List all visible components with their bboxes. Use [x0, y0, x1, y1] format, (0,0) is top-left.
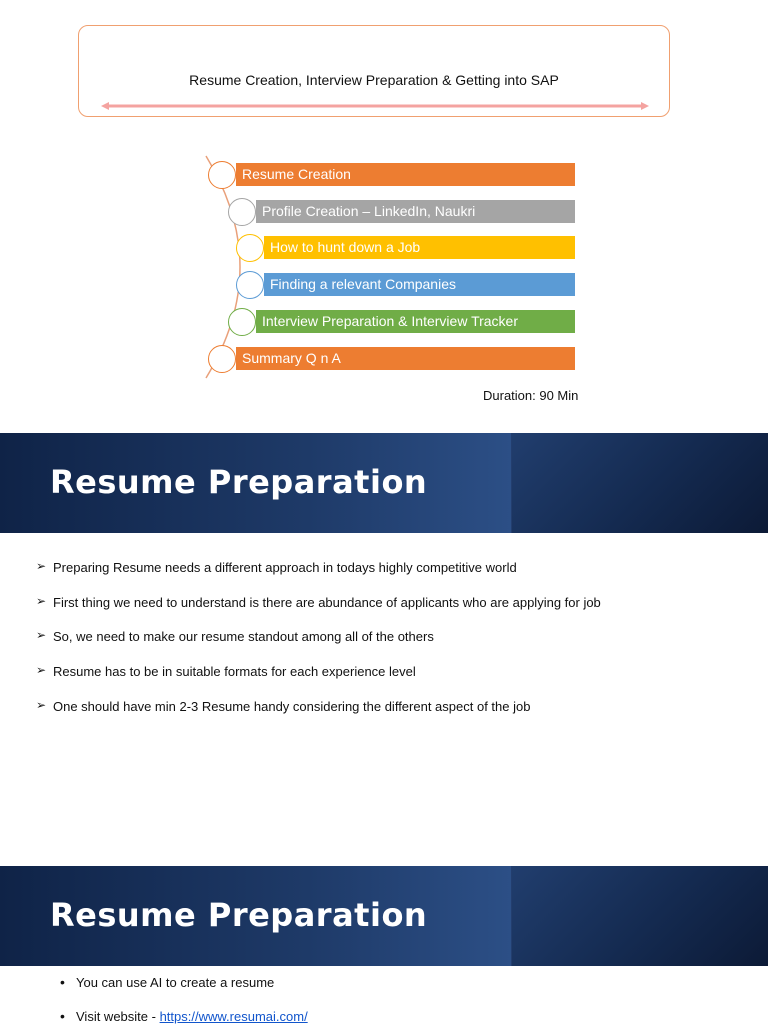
- bullet-text: One should have min 2-3 Resume handy considering the different aspect of the job: [53, 699, 531, 714]
- arrow-bullet-icon: ➢: [36, 628, 47, 642]
- agenda-circle-icon: [236, 234, 264, 262]
- header-accent-panel: [512, 433, 768, 533]
- duration-text: Duration: 90 Min: [483, 388, 579, 403]
- header-accent-panel: [512, 866, 768, 966]
- list-item: [36, 698, 531, 714]
- arrow-bullet-icon: ➢: [36, 594, 47, 608]
- bullet-text-prefix: Visit website -: [76, 1009, 160, 1024]
- agenda-circle-icon: [236, 271, 264, 299]
- agenda-circle-icon: [208, 345, 236, 373]
- slide3-heading: Resume Preparation: [50, 896, 428, 934]
- agenda-label: Summary Q n A: [242, 350, 341, 366]
- agenda-bar: [236, 163, 575, 186]
- title-box: [78, 25, 670, 117]
- bullet-text: So, we need to make our resume standout among all of the others: [53, 629, 434, 644]
- slide2-header: [0, 433, 768, 533]
- resumai-website-link[interactable]: https://www.resumai.com/: [159, 1009, 308, 1024]
- slide-title: Resume Creation, Interview Preparation & Getting into SAP: [189, 72, 559, 88]
- arrow-bullet-icon: ➢: [36, 663, 47, 677]
- bullet-text: First thing we need to understand is there are abundance of applicants who are applying for job: [53, 595, 601, 610]
- agenda-label: Finding a relevant Companies: [270, 276, 456, 292]
- agenda-label: How to hunt down a Job: [270, 239, 421, 255]
- agenda-label: Resume Creation: [242, 166, 351, 182]
- slide2-heading: Resume Preparation: [50, 463, 428, 501]
- list-item: [36, 594, 601, 610]
- agenda-circle-icon: [228, 198, 256, 226]
- agenda-slide: [0, 0, 768, 432]
- bullet-text: You can use AI to create a resume: [76, 975, 275, 990]
- arrow-bullet-icon: ➢: [36, 698, 47, 712]
- agenda-circle-icon: [208, 161, 236, 189]
- agenda-bar: [256, 310, 575, 333]
- agenda-label: Interview Preparation & Interview Tracker: [262, 313, 518, 329]
- list-item: [36, 559, 517, 575]
- agenda-bar: [264, 236, 575, 259]
- agenda-bar: [256, 200, 575, 223]
- agenda-circle-icon: [228, 308, 256, 336]
- dot-bullet-icon: •: [60, 974, 65, 990]
- double-arrow-icon: [101, 100, 649, 112]
- bullet-text: Resume has to be in suitable formats for each experience level: [53, 664, 416, 679]
- slide3-header: [0, 866, 768, 966]
- dot-bullet-icon: •: [60, 1008, 65, 1024]
- list-item: [60, 974, 275, 990]
- bullet-text: Preparing Resume needs a different approach in todays highly competitive world: [53, 560, 517, 575]
- list-item: [60, 1008, 308, 1024]
- agenda-label: Profile Creation – LinkedIn, Naukri: [262, 203, 476, 219]
- agenda-bar: [264, 273, 575, 296]
- list-item: [36, 663, 416, 679]
- arrow-bullet-icon: ➢: [36, 559, 47, 573]
- agenda-bar: [236, 347, 575, 370]
- list-item: [36, 628, 434, 644]
